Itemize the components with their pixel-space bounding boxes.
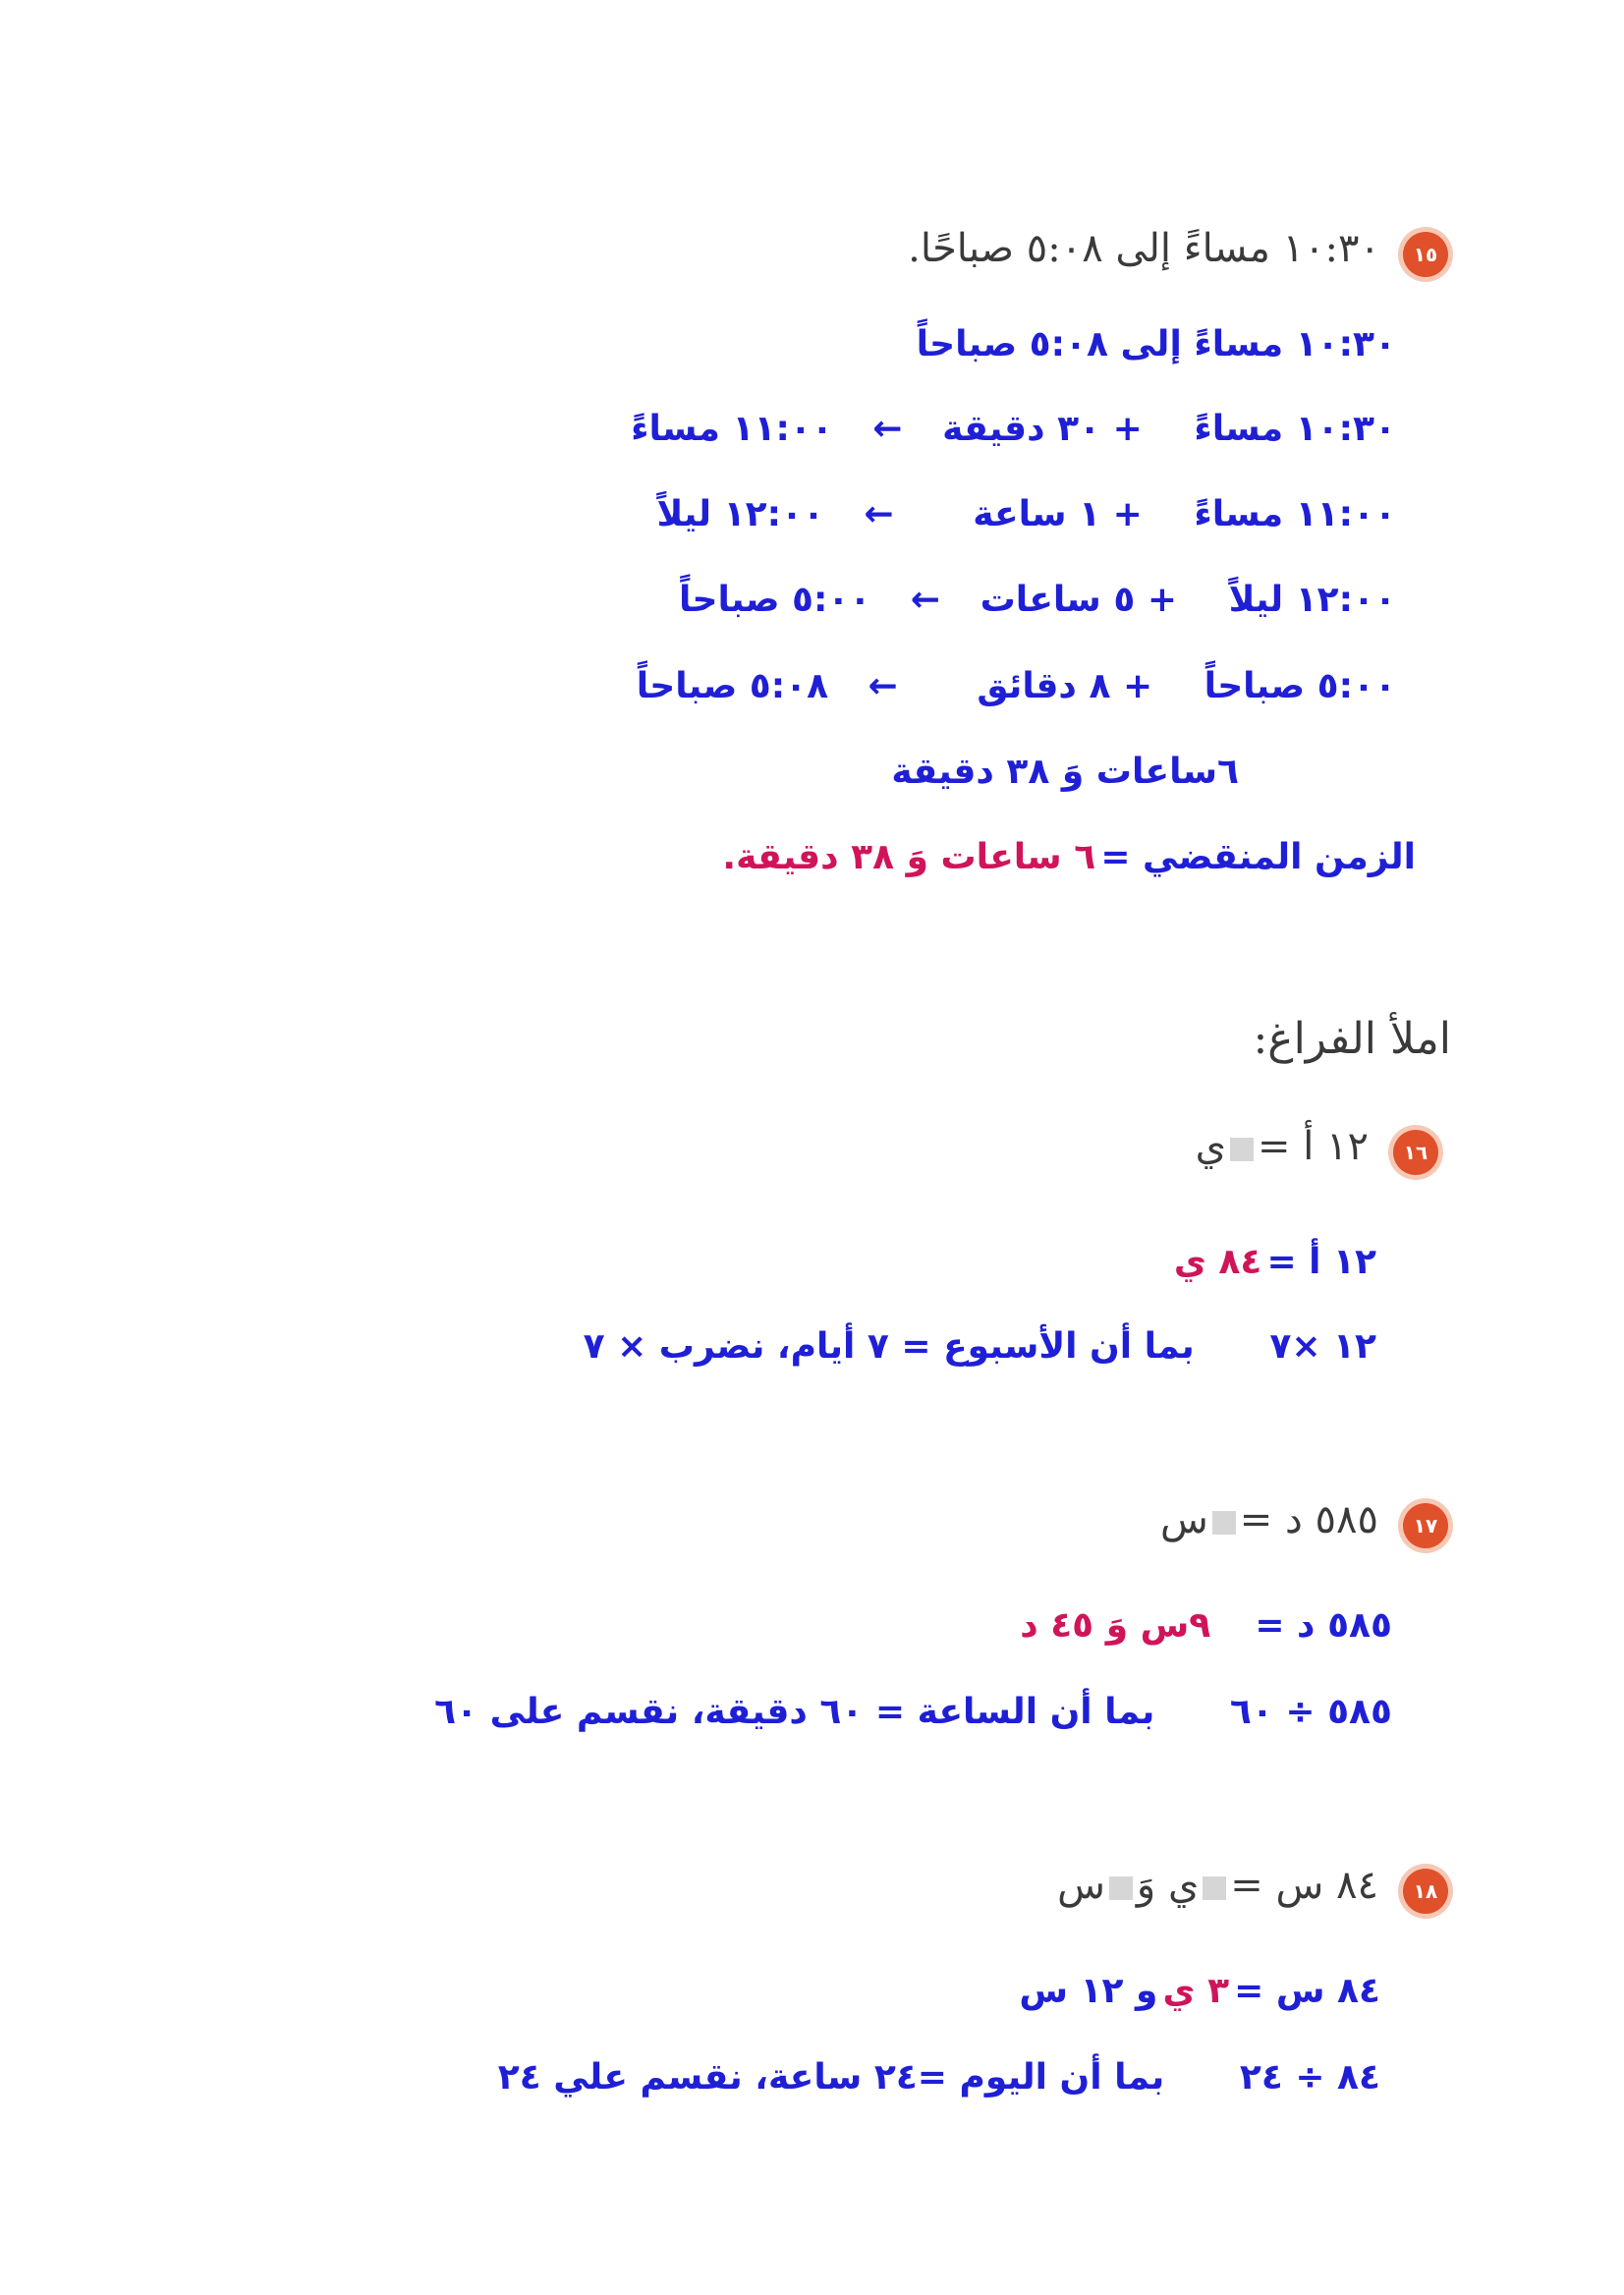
total-duration: ٦ساعات وَ ٣٨ دقيقة [891, 752, 1239, 792]
blank-box [1230, 1138, 1254, 1161]
answer-value: ٨٤ ي [1173, 1242, 1262, 1282]
arrow-icon: ← [868, 666, 898, 706]
answer-value: ٩س وَ ٤٥ د [1020, 1605, 1211, 1646]
step-plus: + ٣٠ دقيقة [942, 409, 1143, 449]
question-left: ٥٨٥ د = [1239, 1497, 1378, 1542]
elapsed-time [722, 837, 1416, 877]
blank-box [1109, 1876, 1133, 1900]
answer-row [1174, 1242, 1376, 1282]
elapsed-value: ٦ ساعات وَ ٣٨ دقيقة. [722, 837, 1096, 877]
elapsed-label: الزمن المنقضي = [1100, 837, 1416, 877]
question-left: ٨٤ س = [1230, 1863, 1378, 1908]
calculation: ٥٨٥ ÷ ٦٠ [1229, 1692, 1392, 1732]
question-right: س [1057, 1863, 1105, 1908]
question-number-badge: ١٥ [1403, 232, 1448, 277]
step-result: ٥:٠٠ صباحاً [679, 580, 871, 620]
answer-left: ٨٤ س = [1234, 1971, 1380, 2011]
step-row [637, 666, 1396, 706]
explanation-row [498, 2057, 1380, 2098]
question-number-badge: ١٦ [1393, 1130, 1438, 1175]
arrow-icon: ← [910, 580, 941, 620]
answer-left: ٥٨٥ د = [1255, 1605, 1392, 1646]
step-start: ١٠:٣٠ مساءً [1194, 409, 1396, 449]
step-plus: + ٥ ساعات [980, 580, 1178, 620]
reason: بما أن اليوم =٢٤ ساعة، نقسم علي ٢٤ [497, 2057, 1165, 2098]
blank-box [1203, 1876, 1226, 1900]
question-text [1196, 1124, 1369, 1169]
step-start: ٥:٠٠ صباحاً [1204, 666, 1396, 706]
step-row [679, 580, 1396, 620]
explanation-row [584, 1326, 1376, 1367]
answer-row [1020, 1605, 1392, 1646]
step-result: ٥:٠٨ صباحاً [636, 666, 829, 706]
step-start: ١٢:٠٠ ليلاً [1228, 580, 1396, 620]
step-row [657, 494, 1396, 534]
question-number-badge: ١٨ [1403, 1869, 1448, 1914]
calculation: ٨٤ ÷ ٢٤ [1239, 2057, 1380, 2098]
explanation-row [434, 1692, 1392, 1732]
step-result: ١١:٠٠ مساءً [631, 409, 833, 449]
answer-value: ٣ ي [1162, 1971, 1230, 2011]
question-right: س [1159, 1497, 1208, 1542]
arrow-icon: ← [872, 409, 903, 449]
question-text [1160, 1497, 1378, 1542]
question-text: ١٠:٣٠ مساءً إلى ٥:٠٨ صباحًا. [908, 226, 1380, 271]
question-text [1057, 1863, 1378, 1908]
blank-box [1212, 1511, 1236, 1535]
answer-rest: و ١٢ س [1019, 1971, 1158, 2011]
answer-left: ١٢ أ = [1266, 1242, 1376, 1282]
reason: بما أن الساعة = ٦٠ دقيقة، نقسم على ٦٠ [434, 1692, 1155, 1732]
step-plus: + ٨ دقائق [977, 666, 1153, 706]
calculation: ١٢ ×٧ [1269, 1326, 1376, 1367]
step-start: ١١:٠٠ مساءً [1194, 494, 1396, 534]
step-plus: + ١ ساعة [973, 494, 1143, 534]
section-heading: املأ الفراغ: [1253, 1014, 1451, 1064]
answer-row [1019, 1971, 1380, 2011]
arrow-icon: ← [864, 494, 894, 534]
reason: بما أن الأسبوع = ٧ أيام، نضرب × ٧ [583, 1326, 1195, 1367]
question-left: ١٢ أ = [1257, 1124, 1369, 1169]
question-right: ي [1195, 1124, 1226, 1169]
answer-title: ١٠:٣٠ مساءً إلى ٥:٠٨ صباحاً [916, 324, 1396, 364]
step-row [631, 409, 1396, 449]
question-number-badge: ١٧ [1403, 1503, 1448, 1548]
question-mid: ي وَ [1136, 1863, 1200, 1908]
step-result: ١٢:٠٠ ليلاً [656, 494, 824, 534]
